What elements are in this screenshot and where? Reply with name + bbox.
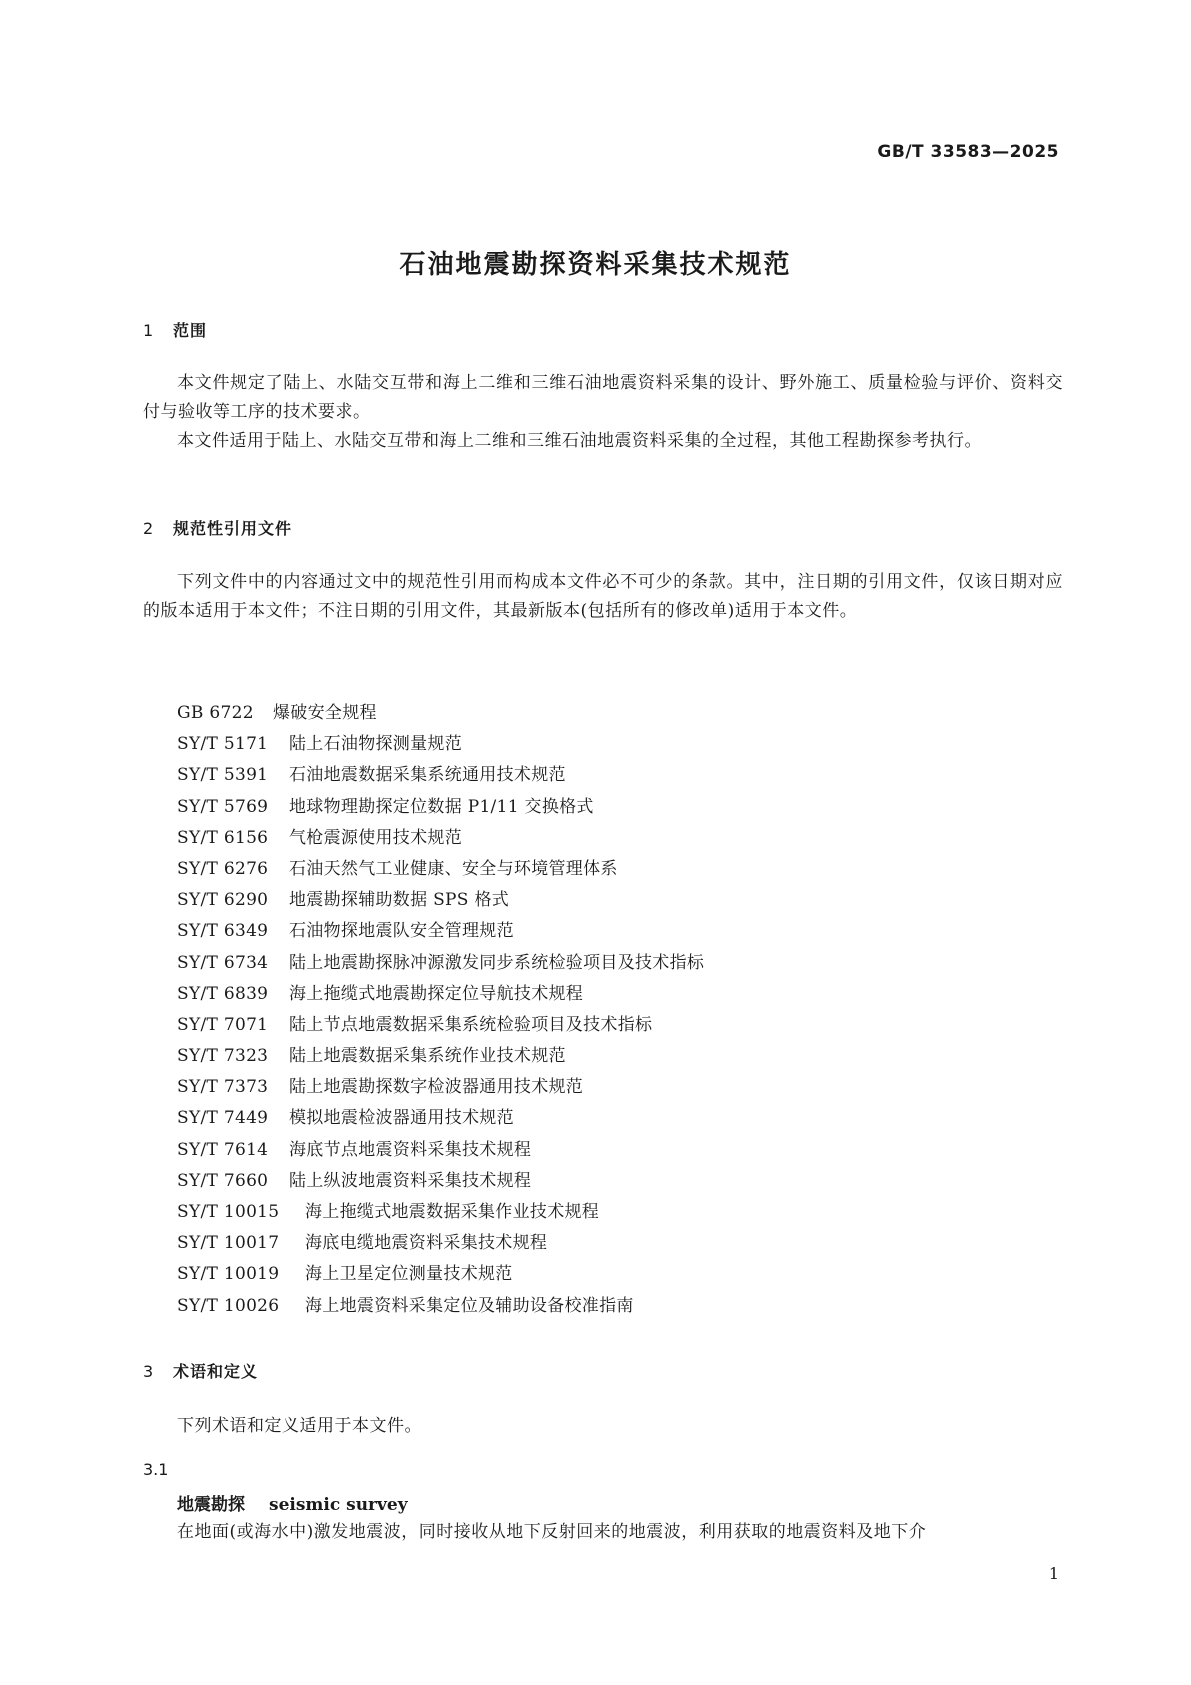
section-number: 1 — [143, 321, 155, 340]
reference-item — [177, 1135, 704, 1166]
term-chinese: 地震勘探 — [177, 1495, 245, 1515]
reference-title: 海上卫星定位测量技术规范 — [305, 1264, 513, 1285]
reference-code: SY/T 7614 — [177, 1139, 269, 1160]
term-definition: 在地面(或海水中)激发地震波，同时接收从地下反射回来的地震波，利用获取的地震资料及地下介 — [177, 1522, 927, 1542]
section-title: 术语和定义 — [173, 1362, 259, 1381]
reference-title: 陆上地震勘探数字检波器通用技术规范 — [289, 1077, 584, 1098]
terms-intro: 下列术语和定义适用于本文件。 — [177, 1416, 422, 1436]
reference-code: SY/T 5769 — [177, 796, 269, 817]
reference-code: SY/T 7071 — [177, 1014, 269, 1035]
reference-title: 石油物探地震队安全管理规范 — [289, 921, 514, 942]
reference-code: SY/T 7323 — [177, 1046, 269, 1067]
section-title: 规范性引用文件 — [173, 519, 293, 538]
normative-refs-intro: 下列文件中的内容通过文中的规范性引用而构成本文件必不可少的条款。其中，注日期的引用文件，仅该日期对应的版本适用于本文件；不注日期的引用文件，其最新版本(包括所有的修改单)适用于本文件。 — [143, 572, 1063, 621]
term-entry — [177, 1490, 408, 1515]
reference-title: 石油地震数据采集系统通用技术规范 — [289, 765, 566, 786]
reference-item — [177, 1103, 704, 1134]
reference-item — [177, 760, 704, 791]
reference-code: SY/T 6156 — [177, 827, 269, 848]
section-heading-scope — [143, 318, 207, 341]
section-number: 3 — [143, 1362, 155, 1381]
reference-title: 石油天然气工业健康、安全与环境管理体系 — [289, 858, 618, 879]
reference-title: 爆破安全规程 — [273, 703, 377, 723]
reference-title: 陆上地震勘探脉冲源激发同步系统检验项目及技术指标 — [289, 952, 705, 973]
reference-item — [177, 1197, 704, 1228]
reference-code: SY/T 7449 — [177, 1108, 269, 1129]
reference-code: SY/T 6734 — [177, 952, 269, 973]
standard-number: GB/T 33583—2025 — [877, 142, 1059, 162]
reference-code: SY/T 7660 — [177, 1170, 269, 1191]
section-heading-terms — [143, 1359, 258, 1382]
reference-code: SY/T 6276 — [177, 858, 269, 879]
reference-list — [177, 698, 704, 1322]
reference-item — [177, 1010, 704, 1041]
reference-item — [177, 948, 704, 979]
reference-item — [177, 729, 704, 760]
reference-title: 模拟地震检波器通用技术规范 — [289, 1108, 514, 1129]
reference-title: 陆上石油物探测量规范 — [289, 734, 462, 755]
reference-code: SY/T 6349 — [177, 921, 269, 942]
clause-number: 3.1 — [143, 1460, 169, 1479]
section-number: 2 — [143, 519, 155, 538]
reference-title: 海上拖缆式地震数据采集作业技术规程 — [305, 1202, 600, 1222]
reference-title: 陆上节点地震数据采集系统检验项目及技术指标 — [289, 1014, 653, 1035]
reference-code: SY/T 5391 — [177, 765, 269, 786]
reference-item — [177, 885, 704, 916]
reference-title: 气枪震源使用技术规范 — [289, 827, 462, 848]
reference-code: SY/T 5171 — [177, 734, 269, 755]
reference-item — [177, 1041, 704, 1072]
section-title: 范围 — [173, 321, 208, 340]
reference-item — [177, 1259, 704, 1290]
reference-title: 地震勘探辅助数据 SPS 格式 — [289, 890, 510, 911]
reference-title: 地球物理勘探定位数据 P1/11 交换格式 — [289, 796, 594, 817]
reference-code: SY/T 7373 — [177, 1077, 269, 1098]
reference-item — [177, 854, 704, 885]
reference-item — [177, 792, 704, 823]
reference-item — [177, 698, 704, 729]
reference-code: GB 6722 — [177, 703, 254, 723]
reference-title: 陆上地震数据采集系统作业技术规范 — [289, 1046, 566, 1067]
reference-item — [177, 1072, 704, 1103]
reference-code: SY/T 10015 — [177, 1202, 280, 1222]
reference-item — [177, 1228, 704, 1259]
reference-title: 海底节点地震资料采集技术规程 — [289, 1139, 532, 1160]
reference-item — [177, 979, 704, 1010]
reference-item — [177, 1166, 704, 1197]
reference-title: 海上地震资料采集定位及辅助设备校准指南 — [305, 1295, 634, 1316]
reference-title: 海上拖缆式地震勘探定位导航技术规程 — [289, 983, 584, 1004]
reference-title: 海底电缆地震资料采集技术规程 — [305, 1233, 548, 1254]
section-heading-normative-refs — [143, 516, 292, 539]
scope-paragraph-1: 本文件规定了陆上、水陆交互带和海上二维和三维石油地震资料采集的设计、野外施工、质量检验与评价、资料交付与验收等工序的技术要求。 — [143, 373, 1063, 422]
term-english: seismic survey — [269, 1495, 408, 1515]
reference-item — [177, 1291, 704, 1322]
reference-code: SY/T 6839 — [177, 983, 269, 1004]
document-title: 石油地震勘探资料采集技术规范 — [399, 250, 792, 280]
page-number: 1 — [1048, 1564, 1059, 1583]
reference-title: 陆上纵波地震资料采集技术规程 — [289, 1170, 532, 1191]
reference-code: SY/T 10017 — [177, 1233, 280, 1254]
reference-code: SY/T 6290 — [177, 890, 269, 911]
scope-paragraph-2: 本文件适用于陆上、水陆交互带和海上二维和三维石油地震资料采集的全过程，其他工程勘探参考执行。 — [177, 431, 982, 451]
reference-item — [177, 823, 704, 854]
reference-code: SY/T 10019 — [177, 1264, 280, 1285]
reference-code: SY/T 10026 — [177, 1295, 280, 1316]
reference-item — [177, 916, 704, 947]
